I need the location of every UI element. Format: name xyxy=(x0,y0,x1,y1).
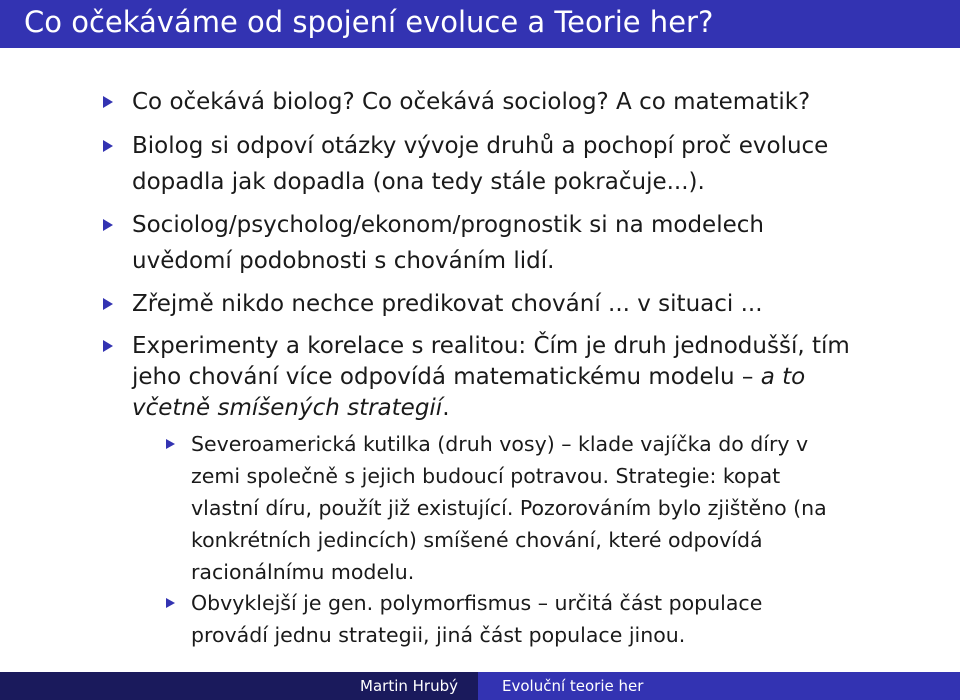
bullet-triangle-icon xyxy=(103,219,113,231)
bullet-3-line-1: Sociolog/psycholog/ekonom/prognostik si na modelech xyxy=(132,212,764,238)
bullet-2-line-2: dopadla jak dopadla (ona tedy stále pokračuje...). xyxy=(132,169,705,195)
footer-author-section xyxy=(0,672,478,700)
bullet-5-line-3-end: . xyxy=(442,395,450,421)
bullet-2-line-1: Biolog si odpoví otázky vývoje druhů a pochopí proč evoluce xyxy=(132,133,829,159)
bullet-triangle-icon xyxy=(103,298,113,310)
bullet-5-line-2-emphasis: a to xyxy=(760,364,806,390)
bullet-5-line-3 xyxy=(132,390,450,427)
footer-author: Martin Hrubý xyxy=(360,677,458,695)
bullet-5-line-1: Experimenty a korelace s realitou: Čím je druh jednodušší, tím xyxy=(132,333,850,359)
sub-bullet-2-line-1: Obvyklejší je gen. polymorfismus – určitá část populace xyxy=(191,591,763,615)
bullet-triangle-icon xyxy=(103,140,113,152)
bullet-1-line-1: Co očekává biolog? Co očekává sociolog? A co matematik? xyxy=(132,89,811,115)
bullet-3-line-2: uvědomí podobnosti s chováním lidí. xyxy=(132,248,555,274)
bullet-triangle-icon xyxy=(103,96,113,108)
bullet-triangle-icon xyxy=(103,340,113,352)
bullet-4-line-1: Zřejmě nikdo nechce predikovat chování ... v situaci ... xyxy=(132,291,763,317)
slide-title: Co očekáváme od spojení evoluce a Teorie her? xyxy=(24,5,714,39)
sub-bullet-1-line-5: racionálnímu modelu. xyxy=(191,560,415,584)
sub-bullet-1-line-1: Severoamerická kutilka (druh vosy) – klade vajíčka do díry v xyxy=(191,432,809,456)
sub-bullet-1-line-3: vlastní díru, použít již existující. Pozorováním bylo zjištěno (na xyxy=(191,496,827,520)
bullet-5-line-2-text: jeho chování více odpovídá matematickému modelu – xyxy=(132,364,761,390)
sub-bullet-triangle-icon xyxy=(166,439,175,449)
sub-bullet-1-line-4: konkrétních jedincích) smíšené chování, které odpovídá xyxy=(191,528,763,552)
bullet-5-line-3-emphasis: včetně smíšených strategií xyxy=(132,395,443,421)
footer-course-section xyxy=(478,672,960,700)
sub-bullet-2-line-2: provádí jednu strategii, jiná část populace jinou. xyxy=(191,623,686,647)
footer-course-title: Evoluční teorie her xyxy=(502,677,644,695)
sub-bullet-triangle-icon xyxy=(166,598,175,608)
footer-bar xyxy=(0,672,960,700)
sub-bullet-1-line-2: zemi společně s jejich budoucí potravou. Strategie: kopat xyxy=(191,464,781,488)
